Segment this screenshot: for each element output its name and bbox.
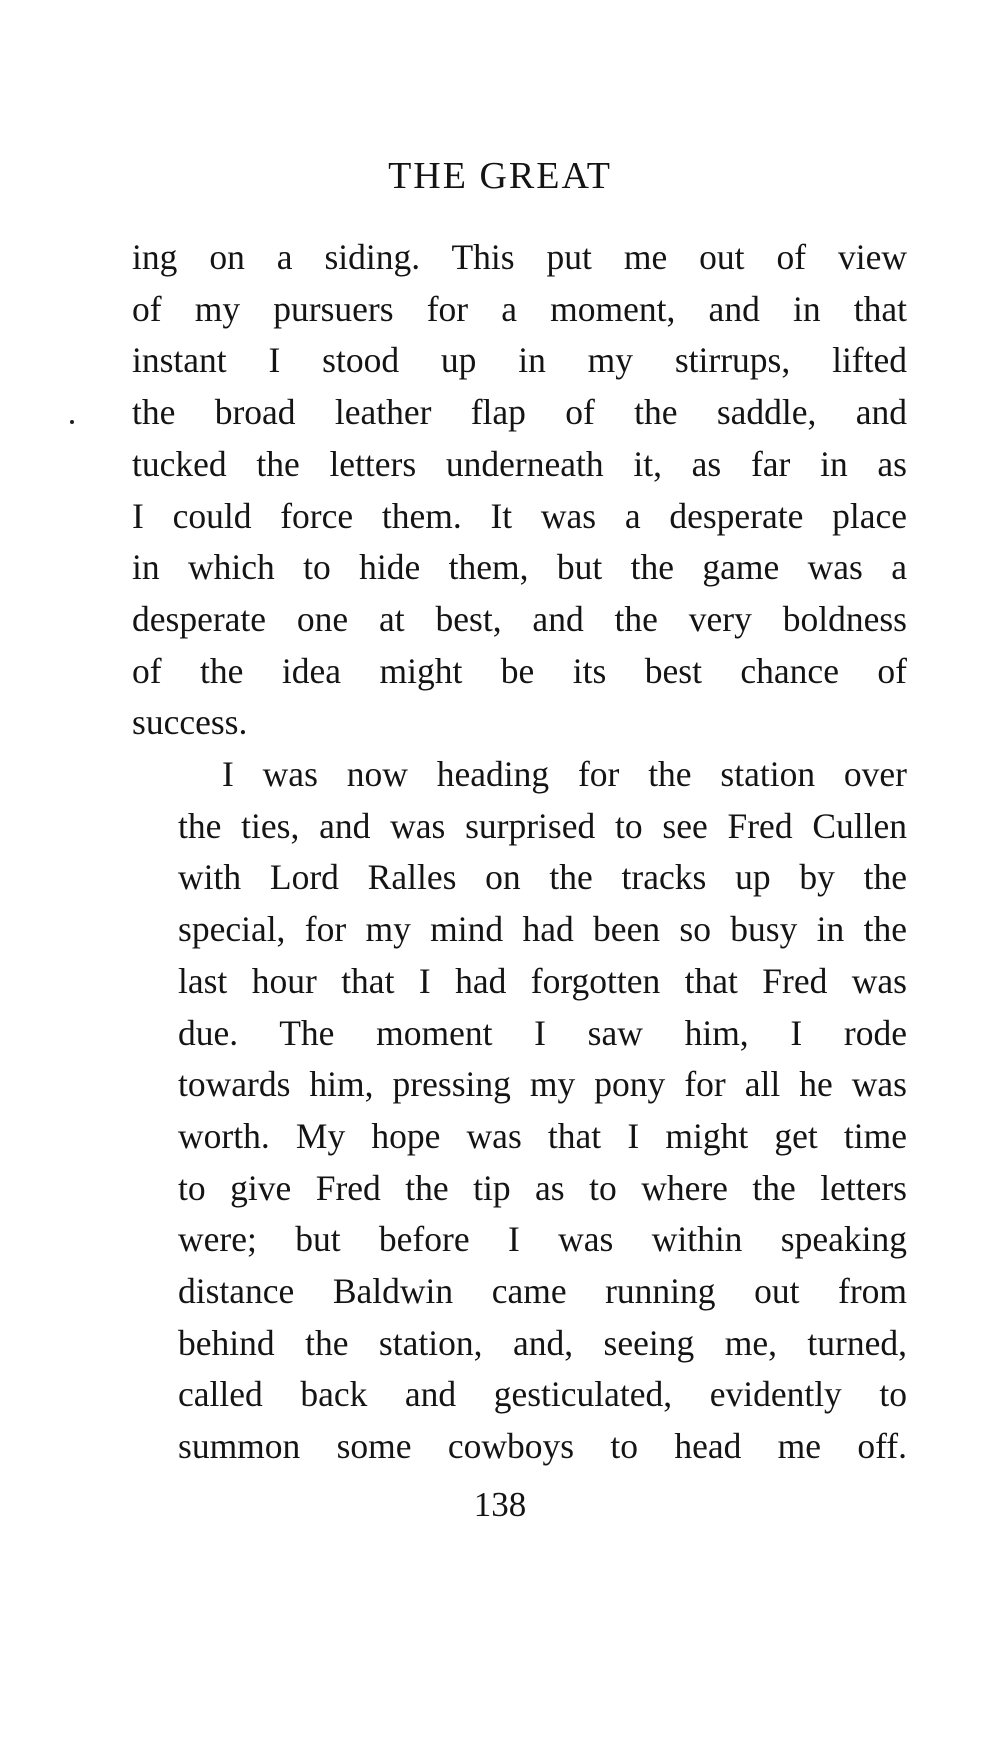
paragraph-2	[132, 749, 907, 1473]
text-line: summon some cowboys to head me off.	[178, 1426, 907, 1467]
text-line: due. The moment I saw him, I rode	[178, 1012, 907, 1053]
text-line: of my pursuers for a moment, and in that	[132, 288, 907, 329]
text-line: I was now heading for the station over	[222, 754, 907, 795]
text-line: success.	[132, 702, 248, 743]
text-line: last hour that I had forgotten that Fred was	[178, 960, 907, 1001]
text-line: towards him, pressing my pony for all he was	[178, 1064, 907, 1105]
text-line: of the idea might be its best chance of	[132, 650, 907, 691]
text-line: to give Fred the tip as to where the letters	[178, 1167, 907, 1208]
text-line: the ties, and was surprised to see Fred Cullen	[178, 805, 907, 846]
body-text	[132, 232, 907, 1473]
text-line: tucked the letters underneath it, as far in as	[132, 443, 907, 484]
text-line: ing on a siding. This put me out of view	[132, 237, 907, 277]
text-line: with Lord Ralles on the tracks up by the	[178, 857, 907, 898]
text-line: were; but before I was within speaking	[178, 1219, 907, 1260]
print-speck	[70, 420, 74, 424]
text-line: the broad leather flap of the saddle, and	[132, 392, 907, 433]
page-number: 138	[473, 1485, 527, 1524]
text-line: I could force them. It was a desperate place	[132, 495, 907, 536]
running-head: THE GREAT	[388, 155, 612, 197]
text-line: desperate one at best, and the very boldness	[132, 598, 907, 639]
text-line: worth. My hope was that I might get time	[178, 1115, 907, 1156]
paragraph-1	[132, 232, 907, 749]
text-line: in which to hide them, but the game was a	[132, 547, 907, 588]
text-line: special, for my mind had been so busy in the	[178, 909, 907, 950]
text-line: instant I stood up in my stirrups, lifted	[132, 340, 907, 381]
text-line: distance Baldwin came running out from	[178, 1271, 907, 1312]
text-line: called back and gesticulated, evidently to	[178, 1374, 907, 1415]
text-line: behind the station, and, seeing me, turned,	[178, 1322, 907, 1363]
